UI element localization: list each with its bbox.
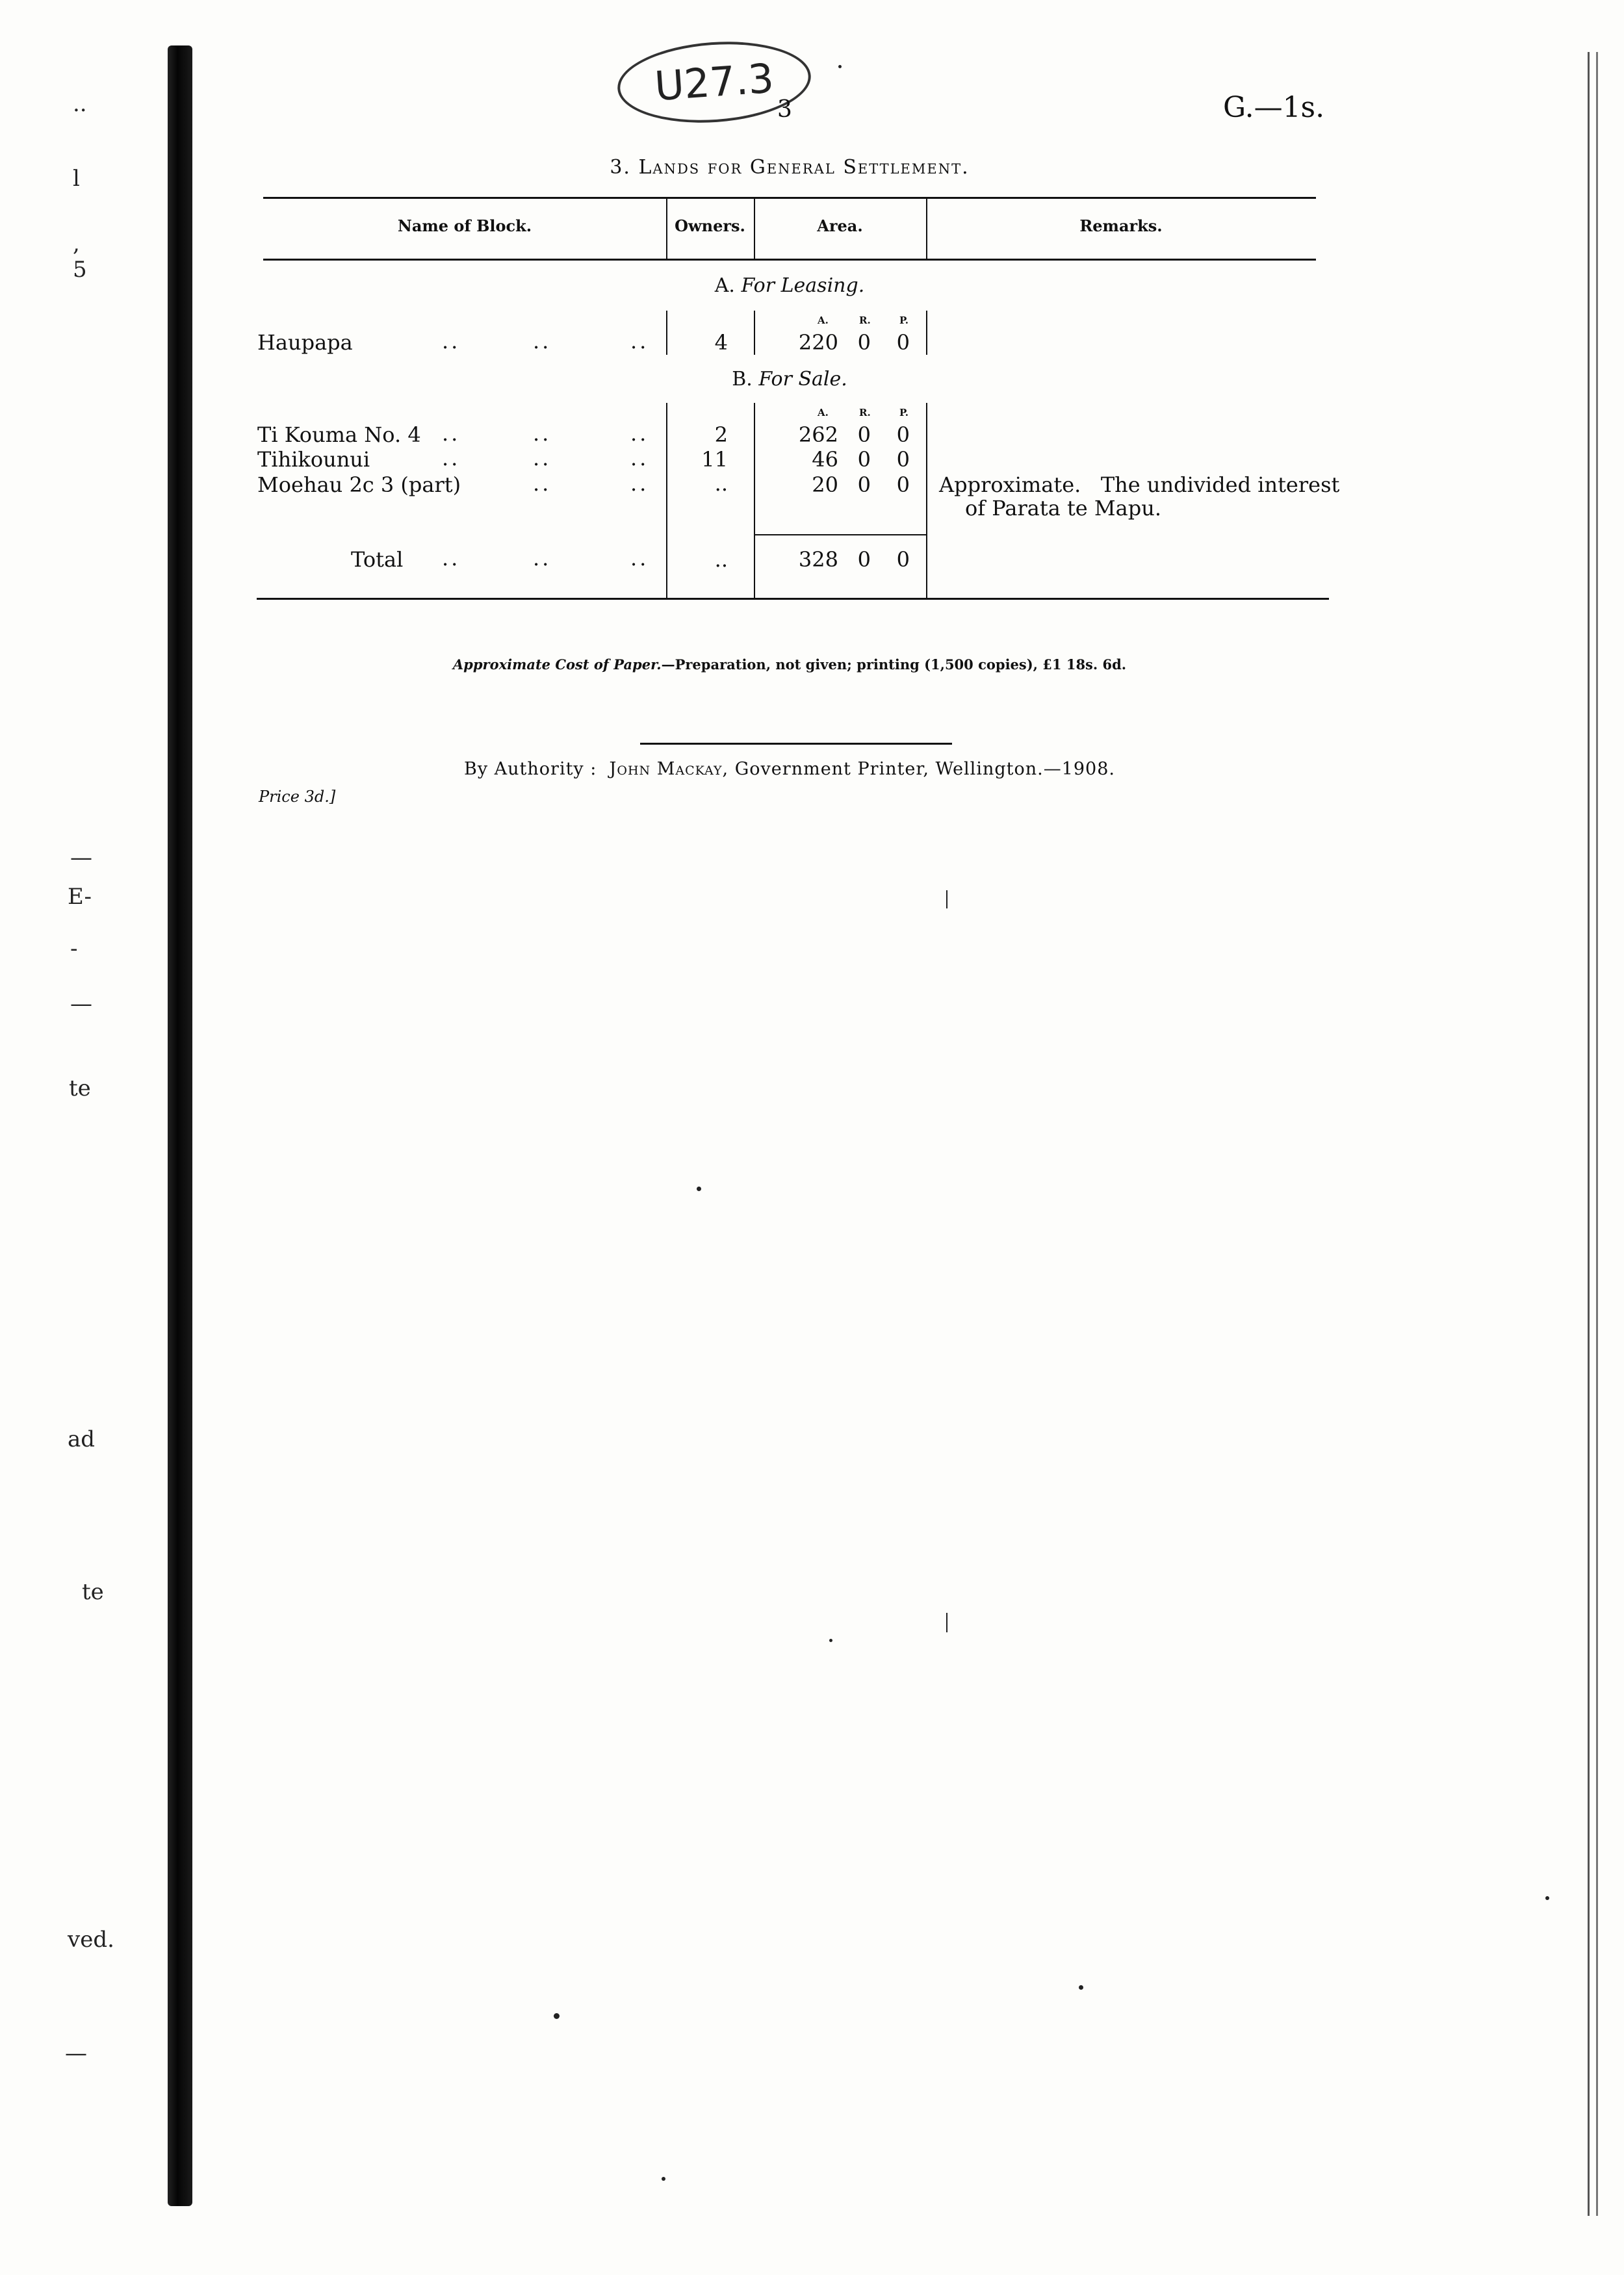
roods-total: 0: [857, 547, 871, 572]
body-divider: [666, 311, 667, 355]
leader-dots: ..: [442, 421, 461, 446]
leader-dots: ..: [630, 329, 649, 353]
body-divider: [754, 403, 755, 598]
margin-fragment: ved.: [68, 1927, 114, 1953]
scan-mark: [946, 1613, 947, 1632]
leader-dots: ..: [442, 329, 461, 353]
leader-dots: ..: [533, 446, 552, 470]
perches-value: 0: [896, 447, 910, 472]
roods-value: 0: [857, 447, 871, 472]
page-number: 3: [777, 96, 792, 123]
leader-dots: ..: [630, 546, 649, 571]
table-top-rule: [263, 197, 1316, 199]
table-header-rule: [263, 259, 1316, 261]
header-name-of-block: Name of Block.: [397, 216, 532, 235]
page-edge-right: [1588, 52, 1590, 2216]
leader-dots: ..: [533, 329, 552, 353]
total-label: Total: [351, 547, 404, 572]
unit-perches: P.: [899, 407, 909, 418]
handwritten-annotation: U27.3: [615, 36, 814, 129]
owners-value: ..: [714, 471, 728, 496]
subtotal-rule: [755, 534, 926, 535]
margin-fragment: l: [73, 166, 80, 192]
document-id: G.—1s.: [1223, 91, 1325, 124]
margin-fragment: E-: [68, 884, 92, 910]
scan-speck: [662, 2177, 665, 2181]
price-label: Price 3d.]: [259, 788, 336, 806]
block-name: Ti Kouma No. 4: [257, 422, 421, 447]
unit-acres: A.: [818, 407, 829, 418]
owners-value: ..: [714, 547, 728, 572]
unit-acres: A.: [818, 315, 829, 326]
header-remarks: Remarks.: [1079, 216, 1163, 235]
margin-fragment: 5: [73, 257, 87, 283]
leader-dots: ..: [442, 546, 461, 571]
printer-imprint: By Authority : John Mackay, Government Printer, Wellington.—1908.: [463, 759, 1116, 779]
body-divider: [754, 311, 755, 355]
margin-fragment: ,: [73, 231, 80, 257]
margin-fragment: —: [70, 845, 92, 871]
imprint-rule: [640, 743, 952, 745]
remarks-value: Approximate. The undivided interest: [939, 472, 1340, 497]
leader-dots: ..: [630, 446, 649, 470]
body-divider: [666, 403, 667, 598]
roods-value: 0: [857, 422, 871, 447]
block-name: Moehau 2c 3 (part): [257, 472, 461, 497]
table-bottom-rule: [257, 598, 1329, 600]
scan-speck: [697, 1187, 701, 1191]
body-divider: [926, 311, 927, 355]
leader-dots: ..: [442, 446, 461, 470]
acres-value: 262: [798, 422, 838, 447]
leader-dots: ..: [630, 421, 649, 446]
remarks-continuation: of Parata te Mapu.: [965, 496, 1162, 521]
margin-fragment: —: [65, 2040, 87, 2066]
perches-value: 0: [896, 330, 910, 355]
unit-perches: P.: [899, 315, 909, 326]
section-b-title: B. For Sale.: [732, 368, 847, 391]
perches-value: 0: [896, 422, 910, 447]
cost-footnote: Approximate Cost of Paper.—Preparation, not given; printing (1,500 copies), £1 18s. 6d.: [452, 656, 1127, 673]
leader-dots: ..: [533, 421, 552, 446]
margin-fragment: te: [69, 1075, 91, 1101]
acres-value: 20: [812, 472, 838, 497]
header-owners: Owners.: [675, 216, 745, 235]
margin-fragment: -: [70, 936, 78, 962]
margin-fragment: ..: [73, 91, 87, 117]
scan-mark: [946, 890, 947, 908]
owners-value: 11: [701, 447, 728, 472]
acres-total: 328: [798, 547, 838, 572]
margin-fragment: ad: [68, 1426, 96, 1452]
page-edge-right-inner: [1596, 52, 1598, 2216]
margin-fragment: —: [70, 991, 92, 1017]
unit-roods: R.: [859, 407, 871, 418]
perches-value: 0: [896, 472, 910, 497]
owners-value: 4: [714, 330, 728, 355]
scan-speck: [1079, 1985, 1083, 1990]
body-divider: [926, 403, 927, 598]
leader-dots: ..: [533, 471, 552, 496]
acres-value: 46: [812, 447, 838, 472]
section-title: 3. Lands for General Settlement.: [610, 156, 970, 179]
margin-fragment: te: [82, 1579, 104, 1605]
block-name: Haupapa: [257, 330, 353, 355]
roods-value: 0: [857, 330, 871, 355]
unit-roods: R.: [859, 315, 871, 326]
owners-value: 2: [714, 422, 728, 447]
section-a-title: A. For Leasing.: [714, 274, 865, 297]
acres-value: 220: [798, 330, 838, 355]
scan-speck: [554, 2013, 560, 2019]
scan-speck: [838, 65, 842, 68]
perches-total: 0: [896, 547, 910, 572]
leader-dots: ..: [533, 546, 552, 571]
scan-speck: [829, 1639, 832, 1642]
scan-speck: [1545, 1896, 1549, 1900]
block-name: Tihikounui: [257, 447, 370, 472]
roods-value: 0: [857, 472, 871, 497]
leader-dots: ..: [630, 471, 649, 496]
header-area: Area.: [817, 216, 863, 235]
